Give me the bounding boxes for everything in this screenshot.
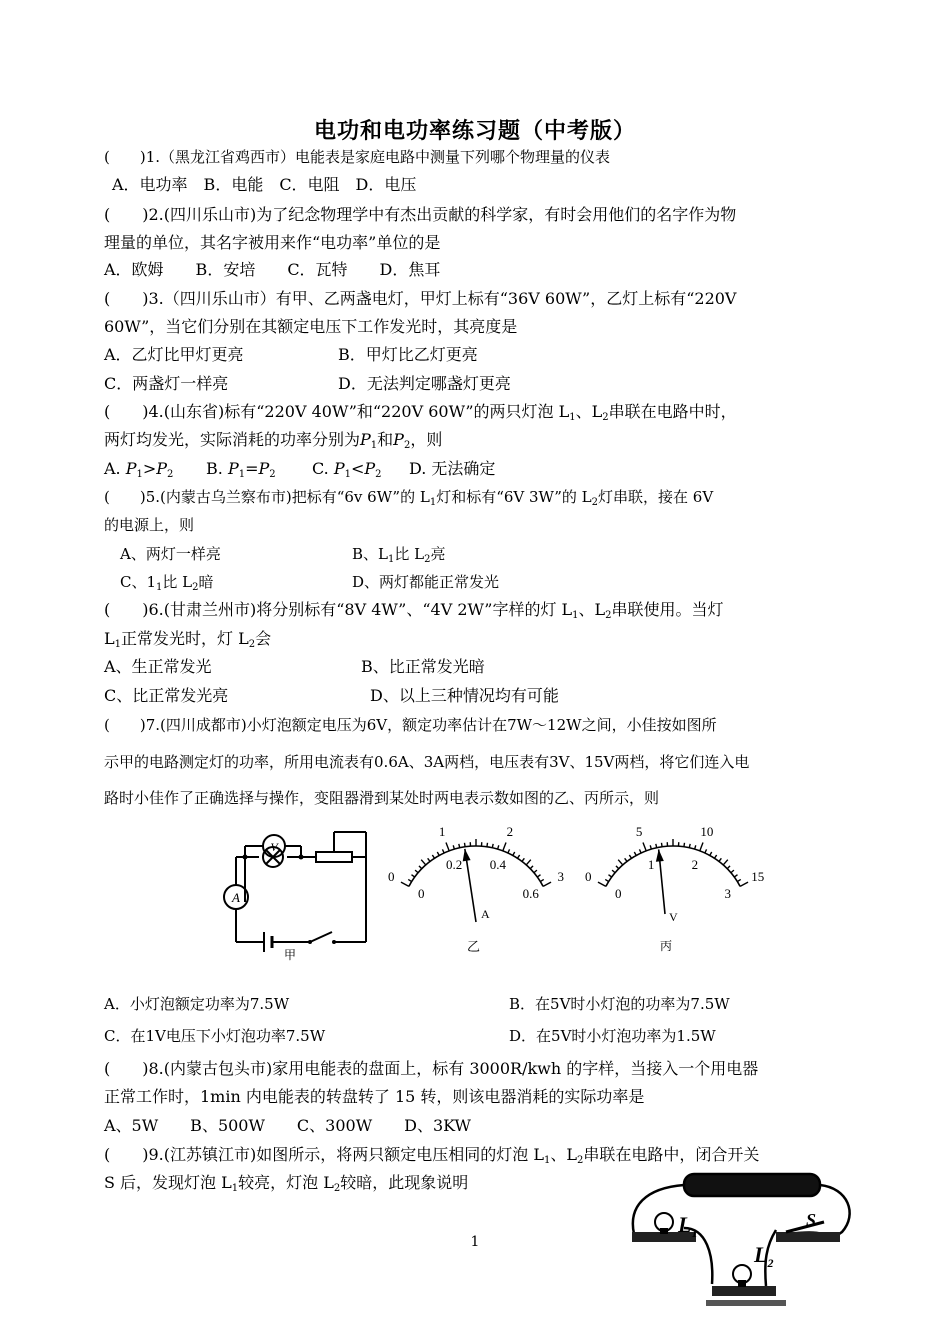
q4-option-c: C. $P_1<P_2$ [312, 459, 382, 480]
q7-option-a: A．小灯泡额定功率为7.5W [104, 995, 290, 1013]
q6-stem-line1: ( )6.(甘肃兰州市)将分别标有“8V 4W”、“4V 2W”字样的灯 $L_1$、$L_2$串联使用。当灯 [104, 600, 724, 621]
ammeter-needle-arrow [463, 849, 471, 861]
label-s: S [806, 1210, 817, 1230]
dial-arc [606, 846, 740, 886]
voltmeter-symbol: V [270, 840, 278, 854]
q4-option-d: D. 无法确定 [409, 459, 496, 478]
q2-options: A．欧姆 B．安培 C．瓦特 D．焦耳 [104, 260, 441, 279]
q3-option-b: B．甲灯比乙灯更亮 [338, 345, 478, 364]
dial-arc [409, 846, 543, 886]
fig-label-yi: 乙 [467, 940, 481, 955]
q6-option-c: C、比正常发光亮 [104, 686, 229, 705]
q6-option-d: D、以上三种情况均有可能 [370, 686, 559, 705]
label-l1: $L_1$ [678, 1212, 698, 1240]
q7-option-d: D．在5V时小灯泡功率为1.5W [509, 1027, 716, 1045]
q7-stem-line1: ( )7.(四川成都市)小灯泡额定电压为6V，额定功率估计在7W～12W之间，小佳按如图所 [104, 716, 717, 734]
q4-option-a: A. $P_1>P_2$ [104, 459, 174, 480]
q5-stem-line1: ( )5.(内蒙古乌兰察布市)把标有“6v 6W”的 $L_1$灯和标有“6V 3W”的 $L_2$灯串联，接在 6V [104, 488, 714, 508]
q8-options: A、5W B、500W C、300W D、3KW [104, 1116, 471, 1135]
page-title: 电功和电功率练习题（中考版） [313, 118, 636, 144]
dial-tick [446, 842, 449, 850]
q1-options: A．电功率 B．电能 C．电阻 D．电压 [112, 175, 417, 194]
dial-bottom-label: 0.2 [445, 856, 463, 872]
ammeter-needle-label: A [481, 907, 490, 921]
dial-bottom-label: 0.6 [522, 885, 539, 901]
q5-stem-line2: 的电源上，则 [104, 516, 195, 534]
ammeter-dial-yi [384, 826, 574, 946]
q3-option-d: D．无法判定哪盏灯更亮 [338, 374, 511, 393]
dial-bottom-label: 0.4 [489, 856, 507, 872]
q3-stem-line1: ( )3.（四川乐山市）有甲、乙两盏电灯，甲灯上标有“36V 60W”，乙灯上标有“220V [104, 289, 737, 308]
dial-top-label: 5 [635, 826, 643, 840]
q9-stem-line2: S 后，发现灯泡 $L_1$较亮，灯泡 $L_2$较暗，此现象说明 [104, 1173, 469, 1194]
dial-top-label: 0 [584, 868, 592, 884]
dial-bottom-label: 3 [724, 885, 731, 901]
q7-option-c: C．在1V电压下小灯泡功率7.5W [104, 1027, 326, 1045]
q3-stem-line2: 60W”，当它们分别在其额定电压下工作发光时，其亮度是 [104, 317, 518, 336]
dial-tick [700, 842, 703, 850]
dial-tick [526, 860, 531, 865]
dial-top-label: 1 [438, 826, 446, 840]
q6-option-a: A、生正常发光 [104, 657, 212, 676]
voltmeter-dial-bing [573, 826, 773, 936]
q4-stem-line2: 两灯均发光，实际消耗的功率分别为$P_1$和$P_2$，则 [104, 430, 443, 451]
q8-stem-line1: ( )8.(内蒙古包头市)家用电能表的盘面上，标有 3000R/kwh 的字样，当接入一个用电器 [104, 1059, 759, 1078]
q6-option-b: B、比正常发光暗 [361, 657, 485, 676]
q9-stem-line1: ( )9.(江苏镇江市)如图所示，将两只额定电压相同的灯泡 $L_1$、$L_2$串联在电路中，闭合开关 [104, 1145, 760, 1166]
ammeter-symbol: A [232, 890, 240, 905]
circuit-diagram-jia [214, 812, 384, 960]
q8-stem-line2: 正常工作时，1min 内电能表的转盘转了 15 转，则该电器消耗的实际功率是 [104, 1087, 645, 1106]
q7-option-b: B．在5V时小灯泡的功率为7.5W [509, 995, 730, 1013]
dial-tick [543, 882, 551, 886]
dial-tick [401, 882, 409, 886]
q2-stem-line2: 理量的单位，其名字被用来作“电功率”单位的是 [104, 233, 441, 252]
page-number: 1 [470, 1234, 480, 1250]
dial-top-label: 10 [700, 826, 714, 840]
lamp-l2-icon [706, 1265, 786, 1306]
dial-tick [503, 842, 506, 850]
dial-bottom-label: 1 [647, 856, 655, 872]
dial-top-label: 2 [506, 826, 514, 840]
dial-bottom-label: 0 [615, 885, 622, 901]
q1-stem: ( )1.（黑龙江省鸡西市）电能表是家庭电路中测量下列哪个物理量的仪表 [104, 148, 611, 166]
dial-top-label: 15 [751, 868, 765, 884]
fig-label-jia: 甲 [284, 948, 297, 962]
q6-stem-line2: $L_1$正常发光时，灯 $L_2$会 [104, 629, 272, 650]
dial-tick [618, 860, 623, 865]
q7-stem-line2: 示甲的电路测定灯的功率，所用电流表有0.6A、3A两档，电压表有3V、15V两档，将它们连入电 [104, 753, 750, 771]
dial-tick [598, 882, 606, 886]
dial-top-label: 3 [557, 868, 565, 884]
dial-tick [643, 842, 646, 850]
q5-option-b: B、$L_1$比 $L_2$亮 [352, 545, 446, 565]
q5-option-d: D、两灯都能正常发光 [352, 573, 500, 591]
q4-option-b: B. $P_1=P_2$ [206, 459, 276, 480]
fig-label-bing: 丙 [660, 939, 673, 953]
q2-stem-line1: ( )2.(四川乐山市)为了纪念物理学中有杰出贡献的科学家，有时会用他们的名字作为物 [104, 205, 737, 224]
q3-option-c: C．两盏灯一样亮 [104, 374, 229, 393]
q5-option-c: C、$1_1$比 $L_2$暗 [120, 573, 214, 593]
dial-bottom-label: 0 [418, 885, 425, 901]
q7-stem-line3: 路时小佳作了正确选择与操作，变阻器滑到某处时两电表示数如图的乙、丙所示，则 [104, 789, 660, 807]
dial-tick [740, 882, 748, 886]
label-l2: $L_2$ [754, 1242, 774, 1270]
dial-top-label: 0 [387, 868, 395, 884]
q4-stem-line1: ( )4.(山东省)标有“220V 40W”和“220V 60W”的两只灯泡 $L_1$、$L_2$串联在电路中时， [104, 402, 737, 423]
voltmeter-needle-label: V [669, 910, 678, 924]
dial-tick [723, 860, 728, 865]
voltmeter-needle-arrow [656, 849, 664, 861]
dial-tick [421, 860, 426, 865]
dial-bottom-label: 2 [691, 856, 699, 872]
q3-option-a: A．乙灯比甲灯更亮 [104, 345, 244, 364]
q5-option-a: A、两灯一样亮 [120, 545, 221, 563]
